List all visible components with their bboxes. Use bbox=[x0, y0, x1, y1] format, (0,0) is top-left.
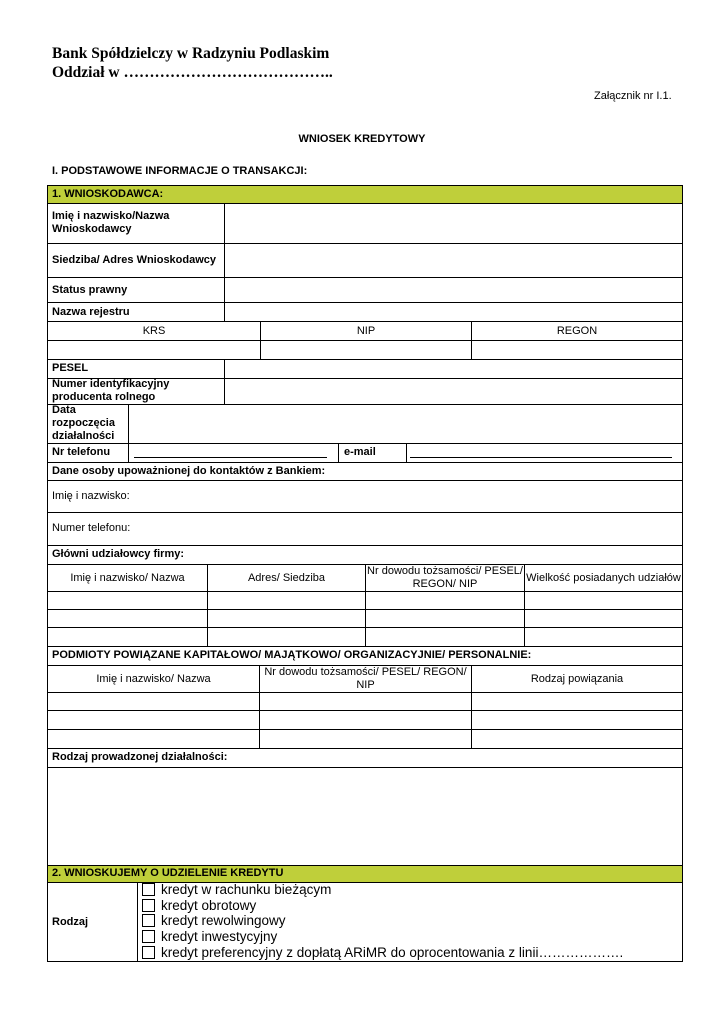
credit-option-working-capital[interactable]: kredyt obrotowy bbox=[142, 898, 623, 914]
credit-option-investment[interactable]: kredyt inwestycyjny bbox=[142, 929, 623, 945]
applicant-section-label: 1. WNIOSKODAWCA: bbox=[52, 188, 164, 200]
related-row[interactable] bbox=[48, 693, 682, 710]
registry-name-field[interactable] bbox=[225, 303, 682, 321]
regon-field[interactable] bbox=[472, 341, 682, 359]
annex-number: Załącznik nr I.1. bbox=[594, 90, 672, 102]
legal-status-label: Status prawny bbox=[52, 284, 128, 296]
shareholder-col-shares: Wielkość posiadanych udziałów bbox=[526, 571, 681, 584]
credit-option-revolving[interactable]: kredyt rewolwingowy bbox=[142, 913, 623, 929]
checkbox[interactable] bbox=[142, 930, 155, 943]
checkbox[interactable] bbox=[142, 899, 155, 912]
email-field[interactable] bbox=[410, 457, 672, 458]
shareholder-row[interactable] bbox=[48, 628, 682, 646]
bank-name: Bank Spółdzielczy w Radzyniu Podlaskim bbox=[52, 45, 330, 62]
farmer-id-field[interactable] bbox=[225, 379, 682, 404]
section-title: I. PODSTAWOWE INFORMACJE O TRANSAKCJI: bbox=[52, 165, 308, 177]
phone-field[interactable] bbox=[134, 457, 327, 458]
shareholder-col-name: Imię i nazwisko/ Nazwa bbox=[70, 571, 185, 584]
legal-status-field[interactable] bbox=[225, 278, 682, 302]
contact-phone-label: Numer telefonu: bbox=[52, 522, 131, 534]
applicant-name-label: Imię i nazwisko/Nazwa Wnioskodawcy bbox=[52, 210, 170, 235]
start-date-label: Data rozpoczęcia działalności bbox=[52, 404, 115, 442]
checkbox[interactable] bbox=[142, 883, 155, 896]
credit-option-preferential[interactable]: kredyt preferencyjny z dopłatą ARiMR do oprocentowania z linii………………. bbox=[142, 944, 623, 960]
checkbox[interactable] bbox=[142, 946, 155, 959]
branch-line: Oddział w ………………………………….. bbox=[52, 64, 333, 81]
shareholders-title: Główni udziałowcy firmy: bbox=[52, 548, 185, 560]
farmer-id-label: Numer identyfikacyjny producenta rolnego bbox=[52, 378, 170, 403]
contact-name-label: Imię i nazwisko: bbox=[52, 490, 130, 502]
contact-section-label: Dane osoby upoważnionej do kontaktów z Bankiem: bbox=[52, 465, 326, 477]
related-col-relation: Rodzaj powiązania bbox=[530, 672, 624, 685]
shareholder-col-address: Adres/ Siedziba bbox=[247, 571, 326, 584]
credit-option-overdraft[interactable]: kredyt w rachunku bieżącym bbox=[142, 882, 623, 898]
registry-name-label: Nazwa rejestru bbox=[52, 306, 130, 318]
start-date-field[interactable] bbox=[129, 405, 682, 443]
applicant-address-field[interactable] bbox=[225, 244, 682, 277]
shareholder-row[interactable] bbox=[48, 610, 682, 627]
credit-section-label: 2. WNIOSKUJEMY O UDZIELENIE KREDYTU bbox=[52, 867, 284, 879]
shareholder-row[interactable] bbox=[48, 592, 682, 609]
activity-type-title: Rodzaj prowadzonej działalności: bbox=[52, 751, 228, 763]
applicant-address-label: Siedziba/ Adres Wnioskodawcy bbox=[52, 254, 217, 266]
related-col-id: Nr dowodu tożsamości/ PESEL/ REGON/ NIP bbox=[264, 666, 467, 691]
applicant-name-field[interactable] bbox=[225, 204, 682, 243]
pesel-label: PESEL bbox=[52, 362, 89, 374]
related-entities-title: PODMIOTY POWIĄZANE KAPITAŁOWO/ MAJĄTKOWO/ ORGANIZACYJNIE/ PERSONALNIE: bbox=[52, 649, 532, 661]
related-row[interactable] bbox=[48, 730, 682, 748]
checkbox[interactable] bbox=[142, 914, 155, 927]
pesel-field[interactable] bbox=[225, 360, 682, 378]
phone-label: Nr telefonu bbox=[52, 446, 111, 458]
credit-type-options bbox=[142, 882, 623, 960]
nip-header: NIP bbox=[356, 324, 376, 337]
credit-type-label: Rodzaj bbox=[52, 916, 89, 928]
related-col-name: Imię i nazwisko/ Nazwa bbox=[96, 672, 211, 685]
nip-field[interactable] bbox=[261, 341, 471, 359]
related-row[interactable] bbox=[48, 711, 682, 729]
krs-header: KRS bbox=[142, 324, 166, 337]
email-label: e-mail bbox=[344, 446, 376, 458]
activity-type-field[interactable] bbox=[48, 768, 682, 865]
document-title: WNIOSEK KREDYTOWY bbox=[298, 133, 426, 145]
regon-header: REGON bbox=[556, 324, 598, 337]
shareholder-col-id: Nr dowodu tożsamości/ PESEL/ REGON/ NIP bbox=[367, 565, 523, 590]
krs-field[interactable] bbox=[48, 341, 260, 359]
